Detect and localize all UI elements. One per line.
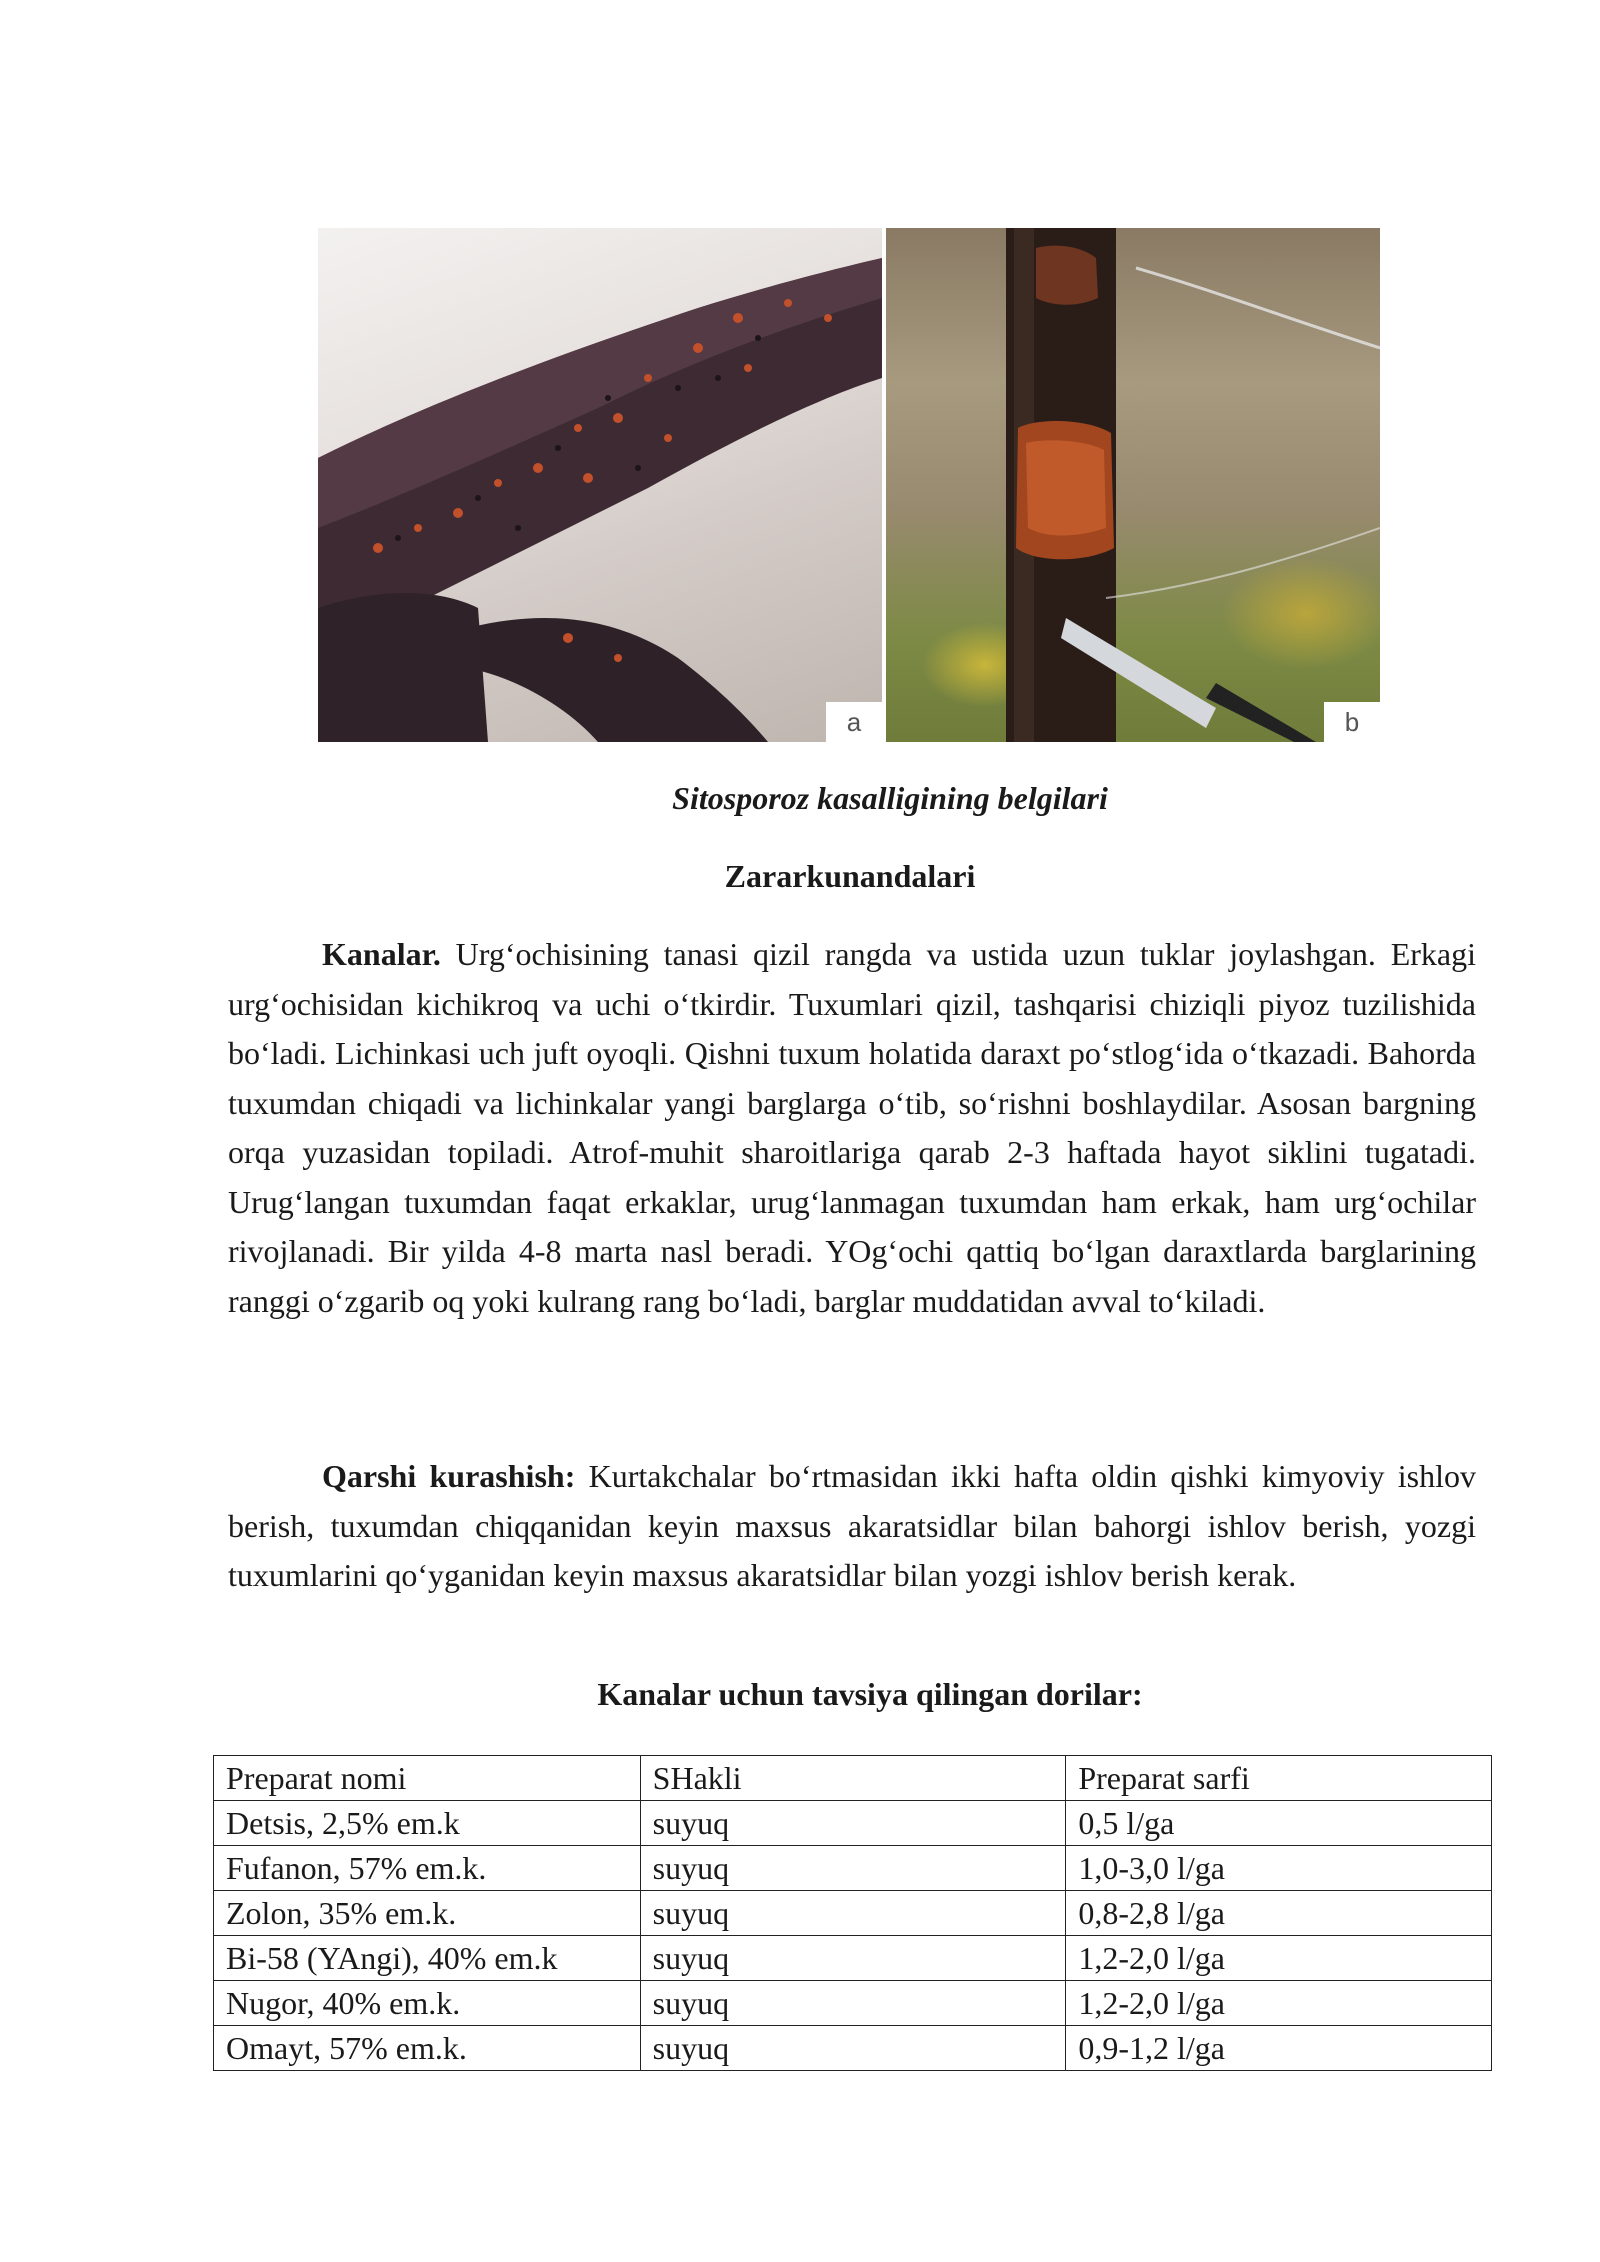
table-title: Kanalar uchun tavsiya qilingan dorilar: bbox=[597, 1676, 1143, 1712]
paragraph-kanalar bbox=[228, 930, 1476, 1326]
paragraph-body: Urg‘ochisining tanasi qizil rangda va ustida uzun tuklar joylashgan. Erkagi urg‘ochisidan kichikroq va uchi o‘tkirdir. Tuxumlari qizil, tashqarisi chiziqli piyoz tuzilishida bo‘ladi. Lichinkasi uch juft oyoqli. Qishni tuxum holatida daraxt po‘stlog‘ida o‘tkazadi. Bahorda tuxumdan chiqadi va lichinkalar yangi barglarga o‘tib, so‘rishni boshlaydilar. Asosan bargning orqa yuzasidan topiladi. Atrof-muhit sharoitlariga qarab 2-3 haftada hayot siklini tugatadi. Urug‘langan tuxumdan faqat erkaklar, urug‘lanmagan tuxumdan ham erkak, ham urg‘ochilar rivojlanadi. Bir yilda 4-8 marta nasl beradi. YOg‘ochi qattiq bo‘lgan daraxtlarda barglarining ranggi o‘zgarib oq yoki kulrang rang bo‘ladi, barglar muddatidan avval to‘kiladi. bbox=[228, 936, 1476, 1319]
table-cell: suyuq bbox=[640, 2026, 1066, 2071]
table-cell: Detsis, 2,5% em.k bbox=[214, 1801, 641, 1846]
photo-branch-with-pustules bbox=[318, 228, 882, 742]
table-row bbox=[214, 1981, 1492, 2026]
table-header-cell: SHakli bbox=[640, 1756, 1066, 1801]
table-cell: Zolon, 35% em.k. bbox=[214, 1891, 641, 1936]
table-cell: 1,0-3,0 l/ga bbox=[1066, 1846, 1492, 1891]
table-cell: 0,8-2,8 l/ga bbox=[1066, 1891, 1492, 1936]
photo-label-b: b bbox=[1324, 702, 1380, 742]
table-cell: Nugor, 40% em.k. bbox=[214, 1981, 641, 2026]
paragraph-lead: Kanalar. bbox=[322, 936, 441, 972]
figure bbox=[318, 228, 1380, 742]
photo-trunk-with-knife bbox=[886, 228, 1380, 742]
drug-table bbox=[213, 1755, 1492, 2071]
paragraph-qarshi-kurashish bbox=[228, 1452, 1476, 1601]
table-header-cell: Preparat nomi bbox=[214, 1756, 641, 1801]
table-cell: suyuq bbox=[640, 1891, 1066, 1936]
table-row bbox=[214, 1936, 1492, 1981]
trunk-illustration bbox=[886, 228, 1380, 742]
table-cell: 1,2-2,0 l/ga bbox=[1066, 1981, 1492, 2026]
table-cell: suyuq bbox=[640, 1801, 1066, 1846]
table-cell: suyuq bbox=[640, 1846, 1066, 1891]
table-cell: Bi-58 (YAngi), 40% em.k bbox=[214, 1936, 641, 1981]
table-cell: 0,5 l/ga bbox=[1066, 1801, 1492, 1846]
paragraph-body: Kurtakchalar bo‘rtmasidan ikki hafta oldin qishki kimyoviy ishlov berish, tuxumdan chiqqanidan keyin maxsus akaratsidlar bilan bahorgi ishlov berish, yozgi tuxumlarini qo‘yganidan keyin maxsus akaratsidlar bilan yozgi ishlov berish kerak. bbox=[228, 1458, 1477, 1593]
table-header-cell: Preparat sarfi bbox=[1066, 1756, 1492, 1801]
table-cell: suyuq bbox=[640, 1936, 1066, 1981]
table-cell: Omayt, 57% em.k. bbox=[214, 2026, 641, 2071]
paragraph-lead: Qarshi kurashish: bbox=[322, 1458, 576, 1494]
table-cell: Fufanon, 57% em.k. bbox=[214, 1846, 641, 1891]
section-title: Zararkunandalari bbox=[724, 858, 976, 894]
table-row bbox=[214, 1891, 1492, 1936]
branch-illustration bbox=[318, 228, 882, 742]
figure-caption: Sitosporoz kasalligining belgilari bbox=[672, 780, 1108, 816]
table-row bbox=[214, 2026, 1492, 2071]
photo-label-a: a bbox=[826, 702, 882, 742]
table-row bbox=[214, 1846, 1492, 1891]
table-cell: 1,2-2,0 l/ga bbox=[1066, 1936, 1492, 1981]
table-header-row bbox=[214, 1756, 1492, 1801]
table-cell: 0,9-1,2 l/ga bbox=[1066, 2026, 1492, 2071]
table-row bbox=[214, 1801, 1492, 1846]
table-cell: suyuq bbox=[640, 1981, 1066, 2026]
